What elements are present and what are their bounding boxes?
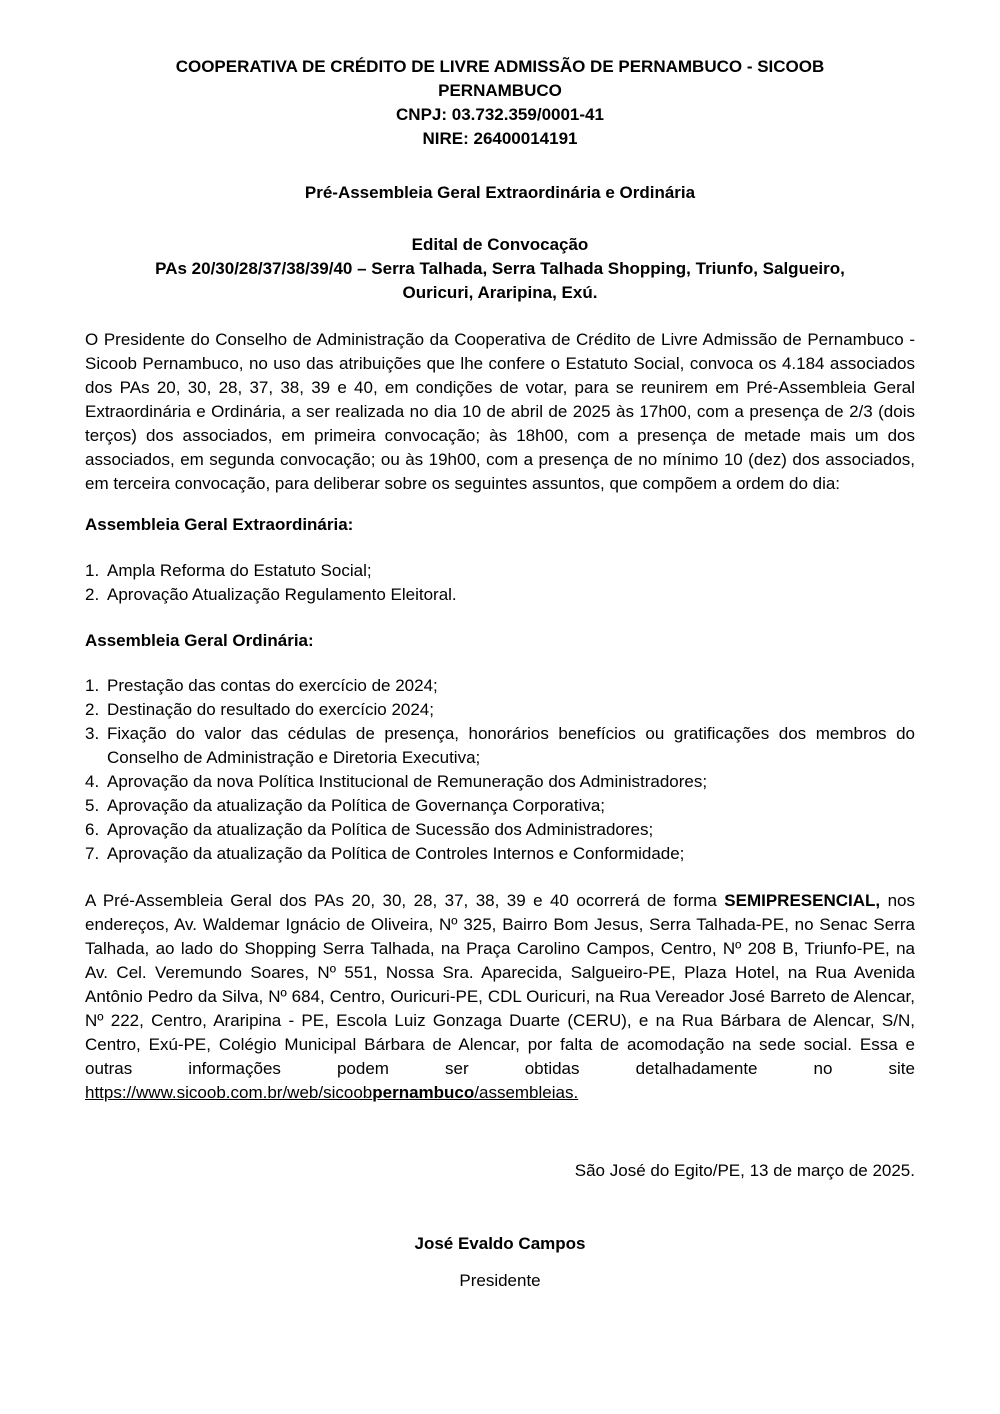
- item-text: Aprovação Atualização Regulamento Eleitoral.: [107, 585, 457, 604]
- item-text: Prestação das contas do exercício de 2024;: [107, 676, 438, 695]
- link-prefix: https://www.sicoob.com.br/web/sicoob: [85, 1083, 373, 1102]
- semipresencial-emphasis: SEMIPRESENCIAL,: [724, 891, 881, 910]
- link-suffix: /assembleias.: [474, 1083, 579, 1102]
- item-number: 1.: [85, 676, 100, 695]
- assembleias-link[interactable]: [85, 1083, 578, 1102]
- item-text: Fixação do valor das cédulas de presença, honorários benefícios ou gratificações dos membros do Conselho de Administração e Diretoria Executiva;: [107, 724, 915, 767]
- meeting-title: Pré-Assembleia Geral Extraordinária e Ordinária: [304, 183, 696, 202]
- item-text: Aprovação da atualização da Política de Controles Internos e Conformidade;: [107, 844, 685, 863]
- org-header: [85, 55, 915, 151]
- item-text: Aprovação da atualização da Política de Governança Corporativa;: [107, 796, 606, 815]
- item-text: Ampla Reforma do Estatuto Social;: [107, 561, 372, 580]
- org-name-line1: COOPERATIVA DE CRÉDITO DE LIVRE ADMISSÃO DE PERNAMBUCO - SICOOB: [175, 57, 825, 76]
- item-number: 2.: [85, 700, 100, 719]
- ago-item: [85, 674, 915, 698]
- age-item: [85, 583, 915, 607]
- item-number: 5.: [85, 796, 100, 815]
- ago-item: [85, 818, 915, 842]
- signature-role: Presidente: [459, 1271, 541, 1290]
- ago-item: [85, 722, 915, 770]
- date-line: São José do Egito/PE, 13 de março de 2025.: [574, 1161, 915, 1180]
- item-text: Aprovação da atualização da Política de Sucessão dos Administradores;: [107, 820, 654, 839]
- org-cnpj: CNPJ: 03.732.359/0001-41: [396, 105, 604, 124]
- item-number: 4.: [85, 772, 100, 791]
- item-text: Destinação do resultado do exercício 2024;: [107, 700, 434, 719]
- ago-section-heading: Assembleia Geral Ordinária:: [85, 631, 314, 650]
- age-item: [85, 559, 915, 583]
- pas-line2: Ouricuri, Araripina, Exú.: [402, 283, 598, 302]
- ago-item: [85, 698, 915, 722]
- edital-header: [85, 233, 915, 305]
- item-number: 7.: [85, 844, 100, 863]
- org-name-line2: PERNAMBUCO: [438, 81, 562, 100]
- intro-paragraph: O Presidente do Conselho de Administração da Cooperativa de Crédito de Livre Admissão de Pernambuco - Sicoob Pernambuco, no uso das atribuições que lhe confere o Estatuto Social, convoca os 4.184 associados dos PAs 20, 30, 28, 37, 38, 39 e 40, em condições de votar, para se reunirem em Pré-Assembleia Geral Extraordinária e Ordinária, a ser realizada no dia 10 de abril de 2025 às 17h00, com a presença de 2/3 (dois terços) dos associados, em primeira convocação; às 18h00, com a presença de metade mais um dos associados, em segunda convocação; ou às 19h00, com a presença de no mínimo 10 (dez) dos associados, em terceira convocação, para deliberar sobre os seguintes assuntos, que compõem a ordem do dia:: [85, 330, 915, 493]
- edital-title: Edital de Convocação: [411, 235, 589, 254]
- item-number: 2.: [85, 585, 100, 604]
- age-section-heading: Assembleia Geral Extraordinária:: [85, 515, 354, 534]
- signature-name: José Evaldo Campos: [414, 1234, 586, 1253]
- item-number: 6.: [85, 820, 100, 839]
- closing-paragraph: [85, 889, 915, 1105]
- org-nire: NIRE: 26400014191: [422, 129, 578, 148]
- closing-text-1: A Pré-Assembleia Geral dos PAs 20, 30, 28, 37, 38, 39 e 40 ocorrerá de forma: [85, 891, 725, 910]
- ago-item: [85, 794, 915, 818]
- age-item-list: [85, 559, 915, 607]
- ago-item: [85, 842, 915, 866]
- item-text: Aprovação da nova Política Institucional de Remuneração dos Administradores;: [107, 772, 708, 791]
- closing-text-2: nos endereços, Av. Waldemar Ignácio de Oliveira, Nº 325, Bairro Bom Jesus, Serra Talhada-PE, no Senac Serra Talhada, ao lado do Shopping Serra Talhada, na Praça Carolino Campos, Centro, Nº 208 B, Triunfo-PE, na Av. Cel. Veremundo Soares, Nº 551, Nossa Sra. Aparecida, Salgueiro-PE, Plaza Hotel, na Rua Avenida Antônio Pedro da Silva, Nº 684, Centro, Ouricuri-PE, CDL Ouricuri, na Rua Vereador José Barreto de Alencar, Nº 222, Centro, Araripina - PE, Escola Luiz Gonzaga Duarte (CERU), e na Rua Bárbara de Alencar, S/N, Centro, Exú-PE, Colégio Municipal Bárbara de Alencar, por falta de acomodação na sede social. Essa e outras informações podem ser obtidas detalhadamente no site: [85, 891, 915, 1078]
- ago-item-list: [85, 674, 915, 866]
- item-number: 3.: [85, 724, 100, 743]
- ago-item: [85, 770, 915, 794]
- link-bold-segment: pernambuco: [372, 1083, 475, 1102]
- pas-line1: PAs 20/30/28/37/38/39/40 – Serra Talhada, Serra Talhada Shopping, Triunfo, Salgueiro,: [155, 259, 845, 278]
- item-number: 1.: [85, 561, 100, 580]
